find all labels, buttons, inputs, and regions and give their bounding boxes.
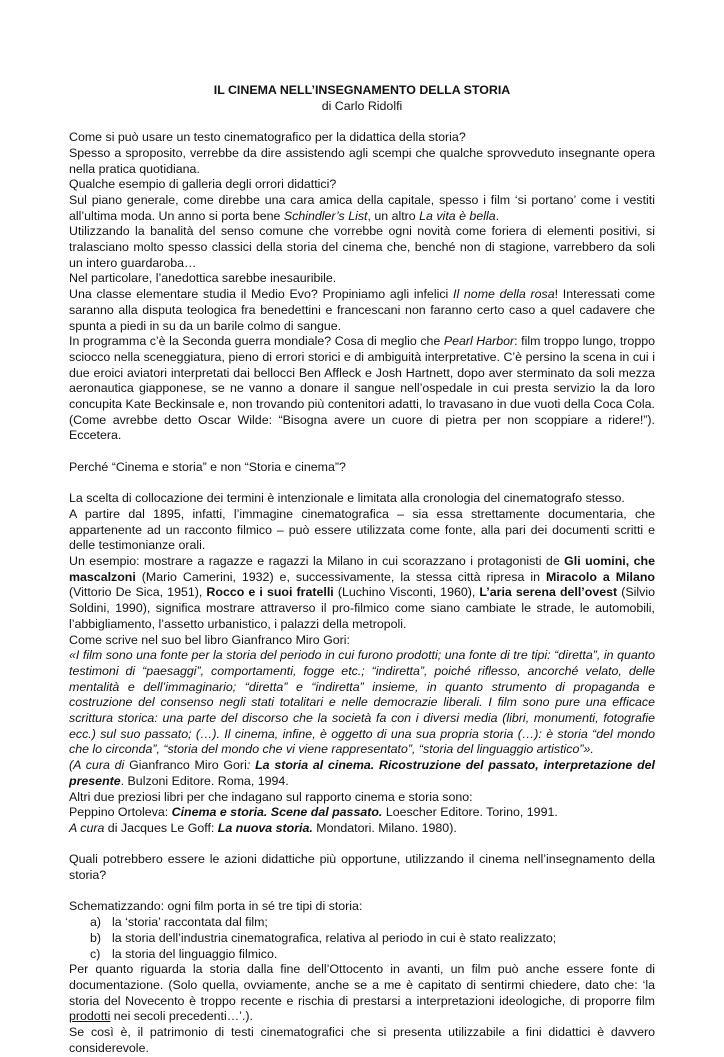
list-item [69, 915, 655, 931]
paragraph-patrimonio: Se così è, il patrimonio di testi cinematografici che si presenta utilizzabile a fini didattici è davvero considerevole. [69, 1025, 655, 1055]
intro-question: Come si può usare un testo cinematografico per la didattica della storia? [69, 130, 466, 145]
text-run: Un esempio: mostrare a ragazze e ragazzi la Milano in cui scorazzano i protagonisti de [69, 554, 565, 569]
question-azioni-didattiche: Quali potrebbero essere le azioni didattiche più opportune, utilizzando il cinema nell’insegnamento della storia? [69, 852, 655, 883]
book-title: La storia al cinema. Ricostruzione del passato, interpretazione del presente [69, 758, 655, 788]
text-run: (A cura di [69, 758, 125, 773]
text-run: . Bulzoni Editore. Roma, 1994. [120, 773, 289, 788]
underlined-word: prodotti [69, 1009, 111, 1024]
reference-le-goff [69, 821, 655, 837]
film-title: Pearl Harbor [443, 334, 515, 349]
text-run: In programma c’è la Seconda guerra mondiale? Cosa di meglio che [69, 334, 444, 349]
film-title: Schindler’s List [283, 208, 368, 223]
text-run: ! Interessati come saranno alla disputa teologica fra benedettini e francescani non faranno certo caso a quel cadavere che spunta a piedi in su da un barile colmo di sangue. [69, 287, 655, 333]
paragraph-scelta: La scelta di collocazione dei termini è intenzionale e limitata alla cronologia del cinematografo stesso. [69, 491, 625, 506]
text-run: A cura [69, 821, 105, 835]
text-run: Loescher Editore. Torino, 1991. [382, 805, 558, 820]
document-title: IL CINEMA NELL’INSEGNAMENTO DELLA STORIA [213, 83, 511, 97]
text-run: (Luchino Visconti, 1960), [333, 585, 480, 600]
paragraph-1895: A partire dal 1895, infatti, l’immagine cinematografica – sia essa strettamente documentaria, che appartenente ad un racconto filmico – può essere utilizzata come fonte, alla pari dei documenti scritti e delle testimonianze orali. [69, 506, 655, 553]
spacer [69, 476, 655, 492]
story-types-list [69, 915, 655, 962]
book-title: Cinema e storia. Scene dal passato. [171, 805, 383, 820]
paragraph-come-scrive: Come scrive nel suo bel libro Gianfranco Miro Gori: [69, 632, 350, 647]
paragraph-aneddotica: Nel particolare, l’anedottica sarebbe inesauribile. [69, 271, 337, 286]
text-run: (Silvio Soldini, 1990), significa mostrare attraverso il pro-filmico come siano cambiate le strade, le automobili, l’abbigliamento, l’assetto urbanistico, i palazzi della metropoli. [69, 585, 655, 631]
paragraph-banalita: Utilizzando la banalità del senso comune che vorrebbe ogni novità come foriera di elementi positivi, si tralasciano molto spesso classici della storia del cinema che, benché non di stagione, varrebbero da soli un intero guardaroba… [69, 224, 655, 270]
text-run: di Jacques Le Goff: [104, 821, 218, 835]
document-author: di Carlo Ridolfi [321, 98, 403, 113]
text-run: Mondatori. Milano. 1980). [312, 821, 457, 835]
film-title: L’aria serena dell’ovest [479, 585, 618, 600]
list-marker: b) [90, 930, 102, 945]
document-page [69, 83, 655, 1057]
text-run: : [246, 758, 256, 773]
film-title: Rocco e i suoi fratelli [206, 585, 334, 600]
text-run: nei secoli precedenti…’.). [110, 1009, 253, 1024]
list-item [69, 931, 655, 947]
text-run: , un altro [367, 208, 420, 223]
paragraph-esempio-milano [69, 554, 655, 633]
question-cinema-storia: Perché “Cinema e storia” e non “Storia e cinema”? [69, 459, 346, 474]
intro-answer: Spesso a sproposito, verrebbe da dire assistendo agli scempi che qualche sprovveduto insegnante opera nella pratica quotidiana. [69, 145, 655, 176]
text-run: Per quanto riguarda la storia dalla fine dell’Ottocento in avanti, un film può anche essere fonte di documentazione. (Solo quella, ovviamente, anche se a me è capitato di sentirmi chiedere, dato che: ‘la storia del Novecento è troppo recente e rischia di prestarsi a interpretazioni ideologiche, di proporre film [69, 962, 655, 1008]
text-run: Sul piano generale, come direbbe una cara amica della capitale, spesso i film ‘si portano’ come i vestiti all’ultima moda. Un anno si porta bene [69, 192, 655, 223]
paragraph-schematizzando: Schematizzando: ogni film porta in sé tre tipi di storia: [69, 899, 363, 914]
book-title: La nuova storia. [217, 821, 313, 835]
spacer [69, 884, 655, 900]
spacer [69, 837, 655, 853]
list-marker: c) [90, 946, 101, 961]
list-item [69, 947, 655, 963]
intro-followup: Qualche esempio di galleria degli orrori didattici? [69, 177, 337, 192]
text-run: (Vittorio De Sica, 1951), [69, 585, 207, 600]
paragraph-altri-libri: Altri due preziosi libri per che indagano sul rapporto cinema e storia sono: [69, 789, 473, 804]
reference-ortoleva [69, 805, 655, 821]
quotation-gori: «I film sono una fonte per la storia del periodo in cui furono prodotti; una fonte di tre tipi: “diretta”, in quanto testimoni di “paesaggi”, comportamenti, fogge etc.; “indiretta”, poiché riflesso, ancorché velato, delle mentalità e dell’immaginario; “diretta” e “indiretta” insieme, in quanto strumento di propaganda e costruzione del consenso negli stati totalitari e nelle democrazie liberali. I film sono pure una efficace scrittura storica: una parte del discorso che la società fa con i diversi media (libri, monumenti, fotografie ecc.) sul suo passato; (…). Il cinema, infine, è oggetto di una sua propria storia (…): è storia “del mondo che lo circonda”, “storia del mondo che vi viene rappresentato”, “storia del linguaggio artistico”». [69, 648, 655, 757]
list-marker: a) [90, 915, 102, 930]
film-title: La vita è bella [419, 208, 496, 223]
text-run: . [495, 208, 500, 223]
film-title: Il nome della rosa [453, 287, 555, 302]
list-item-text: la storia del linguaggio filmico. [112, 946, 278, 961]
text-run: : film troppo lungo, troppo sciocco nella sceneggiatura, pieno di errori storici e di ambiguità interpretative. C’è persino la scena in cui i due eroici aviatori interpretati dai bellocci Ben Affleck e Josh Hartnett, dopo aver sterminato da soli mezza aeronautica giapponese, se ne vanno a donare il sangue nell’ospedale in cui presta servizio la da loro concupita Kate Beckinsale e, non trovando più contenitori adatti, lo travasano in due vuoti della Coca Cola. (Come avrebbe detto Oscar Wilde: “Bisogna avere un cuore di pietra per non scoppiare a ridere!”). Eccetera. [69, 334, 655, 443]
text-run: Una classe elementare studia il Medio Evo? Propiniamo agli infelici [69, 287, 453, 302]
spacer [69, 114, 655, 130]
list-item-text: la ‘storia’ raccontata dal film; [112, 915, 268, 930]
text-run: Peppino Ortoleva: [69, 805, 172, 820]
paragraph-medio-evo [69, 287, 655, 334]
paragraph-seconda-guerra [69, 334, 655, 444]
reference-gori [69, 758, 655, 789]
film-title: Miracolo a Milano [545, 569, 655, 584]
text-run: (Mario Camerini, 1932) e, successivamente, la stessa città ripresa in [135, 569, 546, 584]
spacer [69, 444, 655, 460]
text-run: Gianfranco Miro Gori [124, 758, 247, 773]
list-item-text: la storia dell’industria cinematografica, relativa al periodo in cui è stato realizzato; [112, 930, 557, 945]
paragraph-piano-generale [69, 193, 655, 224]
film-title: Gli uomini, che mascalzoni [69, 554, 656, 584]
paragraph-ottocento [69, 962, 655, 1025]
